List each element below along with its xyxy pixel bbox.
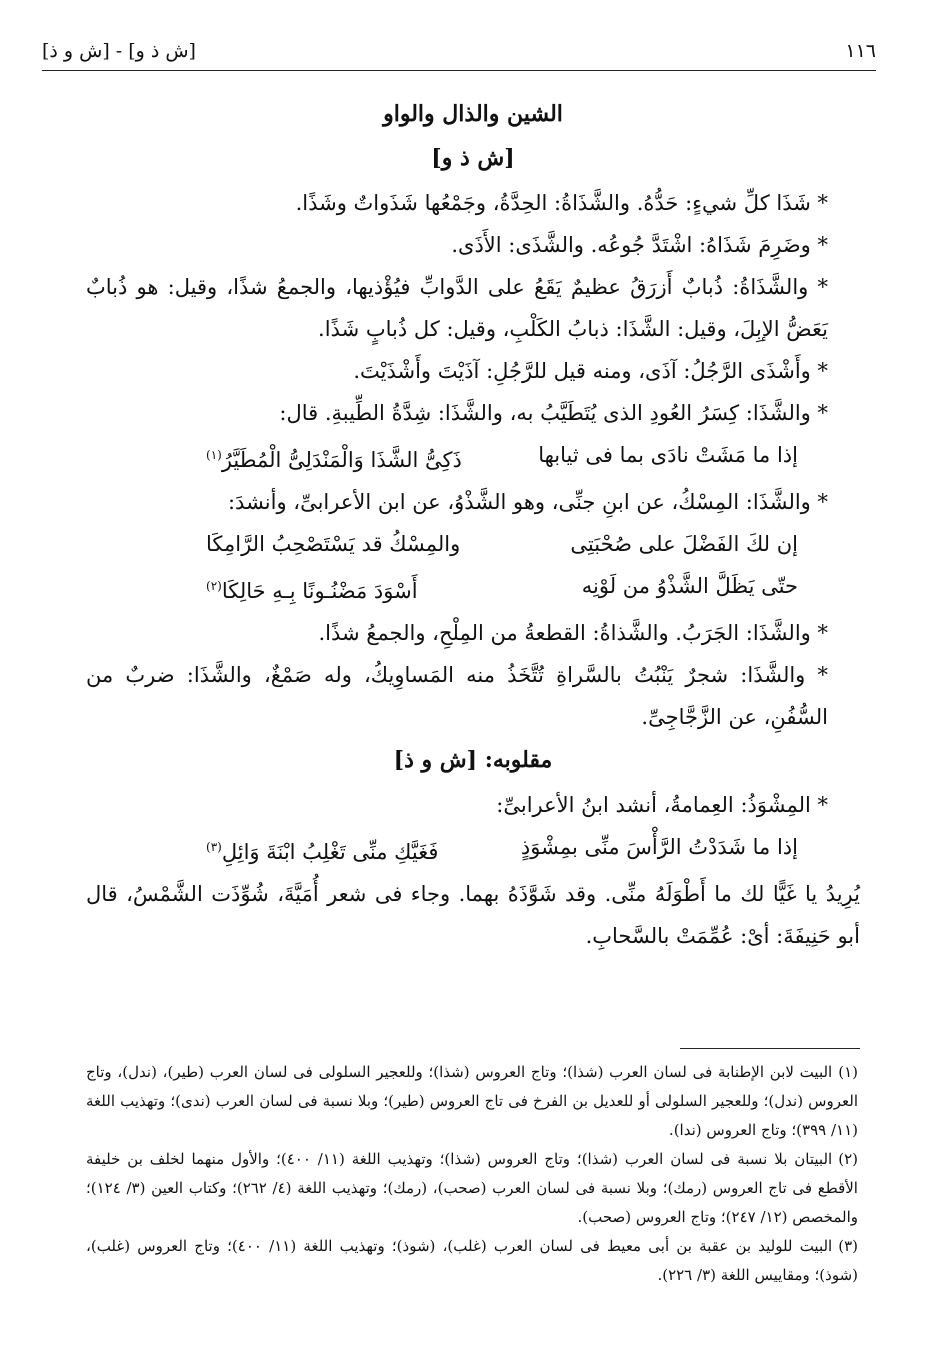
verse-line xyxy=(86,565,860,612)
paragraph: * وضَرِمَ شَذَاهُ: اشْتَدَّ جُوعُه. والشَّذَى: الأَذَى. xyxy=(451,233,828,257)
main-text xyxy=(86,92,860,957)
footnote-marker: (٣) xyxy=(206,840,222,854)
footnote-number: (٢) xyxy=(838,1150,858,1168)
paragraph: * والشَّذَا: الجَرَبُ. والشَّذاةُ: القطعةُ من المِلْحِ، والجمعُ شذًا. xyxy=(318,621,828,645)
header-rule xyxy=(42,70,876,71)
paragraph: * والشَّذَا: شجرٌ يَنْبُتُ بالسَّراةِ تُتَّخَذُ منه المَساوِيكُ، وله صَمْغٌ، والشَّذَا: ضربٌ من السُّفُنِ، عن الزَّجَّاجِىِّ. xyxy=(86,663,828,729)
hemistich-text: ذَكِىُّ الشَّذَا وَالْمَنْدَلِىُّ الْمُطَيَّرُ xyxy=(221,448,462,472)
verse-second-hemistich xyxy=(206,565,418,612)
footnote-number: (١) xyxy=(838,1063,858,1081)
paragraph: * والشَّذَا: المِسْكُ، عن ابنِ جنِّى، وهو الشَّذْوُ، عن ابن الأعرابىِّ، وأنشدَ: xyxy=(227,490,828,514)
verse-first-hemistich: إذا ما شَدَدْتُ الرَّأْسَ منِّى بمِشْوَذٍ xyxy=(520,835,798,859)
paragraph: * والشَّذَا: كِسَرُ العُودِ الذى يُتَطَيَّبُ به، والشَّذَا: شِدَّةُ الطِّيبةِ. قال: xyxy=(279,401,828,425)
footnote-marker: (٢) xyxy=(206,579,222,593)
paragraph: * المِشْوَذُ: العِمامةُ، أنشد ابنُ الأعرابىِّ: xyxy=(496,793,828,817)
footnote xyxy=(86,1058,858,1145)
subsection-title: مقلوبه: [ش و ذ] xyxy=(393,747,553,773)
paragraph: * شَذَا كلِّ شيءٍ: حَدُّهُ. والشَّذَاةُ: الحِدَّةُ، وجَمْعُها شَذَواتٌ وشَذًا. xyxy=(295,191,828,215)
page-number: ١١٦ xyxy=(845,40,876,62)
footnote-text: البيتان بلا نسبة فى لسان العرب (شذا)؛ وتاج العروس (شذا)؛ وتهذيب اللغة (١١/ ٤٠٠)؛ والأول منهما لخلف بن خليفة الأقطع فى تاج العروس (رمك)؛ وبلا نسبة فى لسان العرب (صحب)، (رمك)؛ وتهذيب اللغة (٤/ ٢٦٢)؛ وكتاب العين (٣/ ١٢٤)؛ والمخصص (١٢/ ٢٤٧)؛ وتاج العروس (صحب). xyxy=(86,1150,858,1226)
verse-first-hemistich: إذا ما مَشَتْ نادَى بما فى ثيابها xyxy=(538,443,798,467)
verse-line xyxy=(86,434,860,481)
paragraph: يُرِيدُ يا غَيًّا لك ما أَطْوَلَهُ منِّى. وقد شَوَّذَهُ بهما. وجاء فى شعر أُمَيَّةَ، شُوِّذَت الشَّمْسُ، قال أبو حَنِيفَةَ: أىْ: عُمِّمَتْ بالسَّحابِ. xyxy=(86,882,860,948)
verse-first-hemistich: حتّى يَظَلَّ الشَّذْوُ من لَوْنِه xyxy=(581,574,798,598)
section-title: الشين والذال والواو xyxy=(383,101,563,127)
verse-line xyxy=(86,523,860,565)
footnote-marker: (١) xyxy=(206,448,222,462)
running-title: [ش ذ و] - [ش و ذ] xyxy=(42,40,196,62)
paragraph: * وأَشْذَى الرَّجُلُ: آذَى، ومنه قيل للرَّجُلِ: آذَيْتَ وأَشْذَيْتَ. xyxy=(353,359,828,383)
verse-second-hemistich xyxy=(206,826,438,873)
hemistich-text: أَسْوَدَ مَضْنُـونًا بِـهِ حَالِكَا xyxy=(221,579,418,603)
footnotes xyxy=(86,1058,858,1290)
verse-first-hemistich: إن لكَ الفَضْلَ على صُحْبَتِى xyxy=(570,532,798,556)
verse-line xyxy=(86,826,860,873)
paragraph: * والشَّذَاةُ: ذُبابٌ أَزرَقُ عظيمٌ يَقَعُ على الدَّوابِّ فيُؤْذيها، والجمعُ شذًا، وقيل: هو ذُبابٌ يَعَضُّ الإبِلَ، وقيل: الشَّذَا: ذبابُ الكَلْبِ، وقيل: كل ذُبابٍ شَذًا. xyxy=(86,275,828,341)
footnote-text: البيت للوليد بن عقبة بن أبى معيط فى لسان العرب (غلب)، (شوذ)؛ وتهذيب اللغة (١١/ ٤٠٠)؛ وتاج العروس (غلب)، (شوذ)؛ ومقاييس اللغة (٣/ ٢٢٦). xyxy=(86,1237,858,1284)
verse-second-hemistich xyxy=(206,434,462,481)
page-header xyxy=(42,34,876,68)
footnote-number: (٣) xyxy=(838,1237,858,1255)
hemistich-text: فَغَيَّكِ منِّى تَغْلِبُ ابْنَةَ وَائِلِ xyxy=(221,840,439,864)
footnote xyxy=(86,1145,858,1232)
root-heading: [ش ذ و] xyxy=(431,145,515,171)
verse-second-hemistich: والمِسْكُ قد يَسْتَصْحِبُ الرَّامِكَا xyxy=(206,532,461,556)
footnote xyxy=(86,1232,858,1290)
footnote-rule xyxy=(680,1048,860,1049)
footnote-text: البيت لابن الإطنابة فى لسان العرب (شذا)؛ وتاج العروس (شذا)؛ وللعجير السلولى فى لسان العرب (طير)، (ندل)، وتاج العروس (ندل)؛ وللعجير السلولى أو للعديل بن الفرخ فى تاج العروس (طير)؛ وبلا نسبة فى لسان العرب (ندى)؛ وتهذيب اللغة (١١/ ٣٩٩)؛ وتاج العروس (ندا). xyxy=(86,1063,858,1139)
